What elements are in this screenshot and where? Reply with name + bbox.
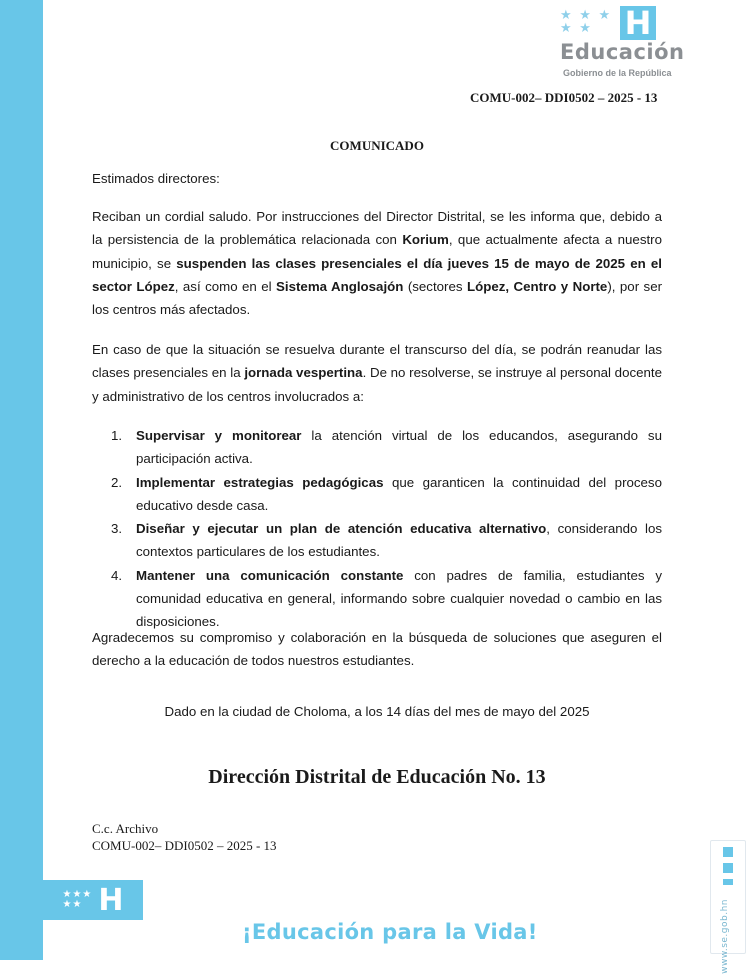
salutation: Estimados directores: — [92, 171, 220, 186]
p1-text-2: , que actualmente afecta a nuestro municipio, se — [92, 232, 662, 271]
p1-text-4: (sectores — [403, 278, 467, 294]
p2-text-1: En caso de que la situación se resuelva durante el transcurso del día, se podrán reanudar las clases presenciales en la — [92, 342, 662, 381]
paragraph-2 — [92, 338, 662, 408]
stars-icon: ★ ★ ★ ★ ★ — [560, 7, 613, 35]
badge-square-icon — [723, 863, 733, 873]
p1-text-1: Reciban un cordial saludo. Por instrucciones del Director Distrital, se les informa que, debido a la persistencia de la problemática relacionada con — [92, 209, 662, 248]
h-logo-icon: H — [620, 6, 656, 40]
p1-text-5: ), por ser los centros más afectados. — [92, 278, 663, 318]
footer-slogan: ¡Educación para la Vida! — [242, 920, 538, 944]
p1-bold-suspension: suspenden las clases presenciales el día jueves 15 de mayo de 2025 en el sector López — [92, 255, 662, 294]
stars-icon: ★★★ ★★ — [62, 889, 93, 910]
list-item: 2. Implementar estrategias pedagógicas que garanticen la continuidad del proceso educativo desde casa. — [111, 474, 662, 513]
brand-subtitle: Gobierno de la República — [563, 68, 672, 78]
p1-bold-system: Sistema Anglosajón — [276, 278, 404, 294]
p2-text-2: . De no resolverse, se instruye al personal docente y administrativo de los centros involucrados a: — [92, 365, 662, 404]
p1-bold-korium: Korium — [402, 232, 449, 248]
p1-bold-sectors: López, Centro y Norte — [466, 278, 608, 294]
instruction-list — [108, 424, 662, 634]
p2-bold-vespertina: jornada vespertina — [244, 365, 363, 381]
list-item: 1. Supervisar y monitorear la atención virtual de los educandos, asegurando su participación activa. — [111, 428, 662, 467]
badge-square-icon — [723, 879, 733, 885]
footer-logo — [43, 880, 143, 920]
reference-code: COMU-002– DDI0502 – 2025 - 13 — [470, 90, 658, 105]
brand-name: Educación — [560, 40, 685, 64]
badge-square-icon — [723, 847, 733, 857]
website-badge — [710, 840, 746, 974]
website-url: www.se.gob.hn — [720, 899, 730, 974]
carbon-copy — [92, 820, 277, 854]
cc-code: COMU-002– DDI0502 – 2025 - 13 — [92, 838, 277, 853]
cc-archive: C.c. Archivo — [92, 821, 159, 836]
education-logo — [558, 6, 718, 82]
issuing-office: Dirección Distrital de Educación No. 13 — [208, 766, 546, 788]
list-item: 3. Diseñar y ejecutar un plan de atención educativa alternativo, considerando los contextos particulares de los estudiantes. — [111, 521, 662, 560]
date-line: Dado en la ciudad de Choloma, a los 14 días del mes de mayo del 2025 — [164, 704, 590, 719]
closing-paragraph: Agradecemos su compromiso y colaboración en la búsqueda de soluciones que aseguren el derecho a la educación de todos nuestros estudiantes. — [92, 630, 662, 669]
list-item: 4. Mantener una comunicación constante con padres de familia, estudiantes y comunidad educativa en general, informando sobre cualquier novedad o cambio en las disposiciones. — [111, 567, 662, 630]
p1-text-3: , así como en el — [174, 278, 277, 294]
h-logo-icon: H — [98, 882, 124, 918]
paragraph-1 — [92, 205, 662, 321]
document-title: COMUNICADO — [330, 138, 424, 153]
